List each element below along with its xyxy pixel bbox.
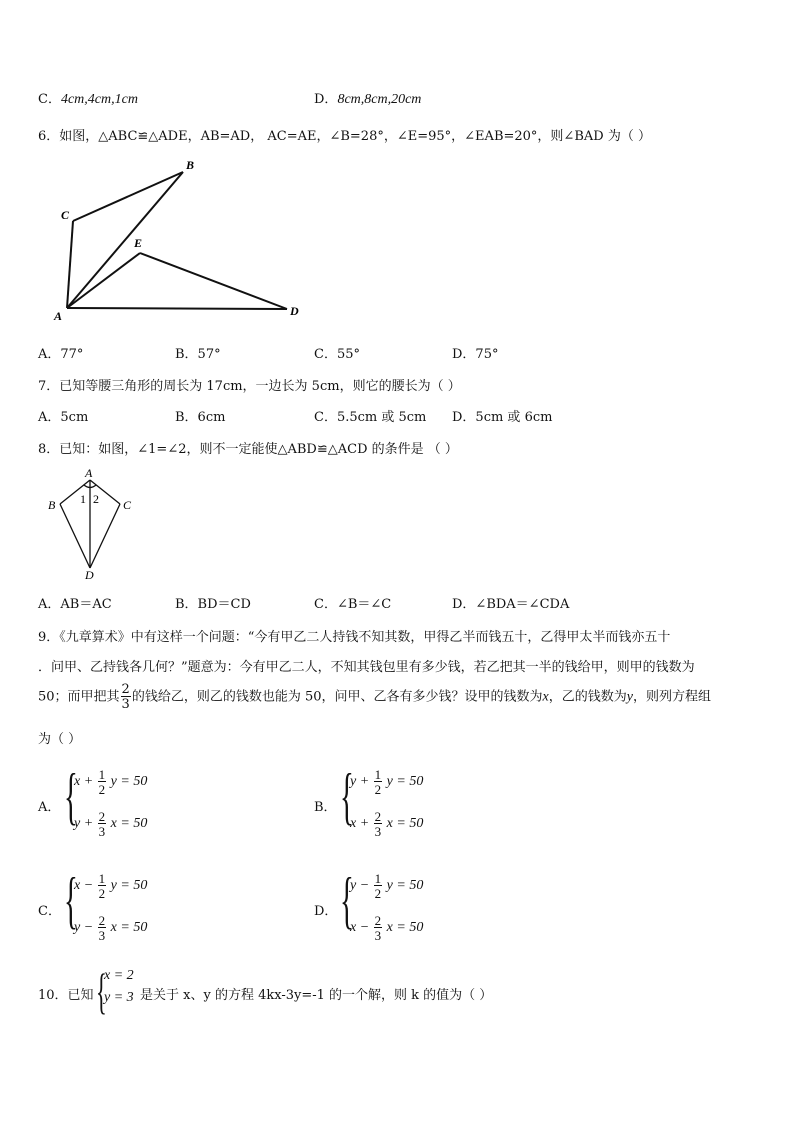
fraction-denominator: 3: [121, 697, 130, 712]
q7-option-c[interactable]: C．5.5cm 或 5cm: [314, 410, 427, 425]
brace-icon: {: [340, 864, 354, 935]
label-e: E: [134, 236, 143, 250]
fraction-two-thirds: [121, 683, 131, 711]
q9-line-3-c: ，乙的钱数为: [548, 689, 627, 705]
q9-line-3-a: 50；而甲把其: [38, 689, 120, 705]
q7-option-a[interactable]: A．5cm: [38, 410, 89, 425]
label-c: C: [123, 498, 132, 512]
var-y: y: [626, 689, 633, 705]
q10-suffix: 是关于 x、y 的方程 4kx-3y=-1 的一个解，则 k 的值为（ ）: [140, 988, 493, 1003]
option-value: 8cm,8cm,20cm: [337, 92, 422, 107]
q7-option-b[interactable]: B．6cm: [175, 410, 226, 425]
q6-option-c[interactable]: C．55°: [314, 347, 360, 362]
label-b: B: [48, 498, 56, 512]
q10-prefix: 10．已知: [38, 988, 94, 1003]
brace-icon: {: [64, 760, 78, 831]
q9-option-a-system[interactable]: [64, 760, 204, 844]
angle-2-label: 2: [93, 492, 99, 506]
label-a: A: [54, 309, 63, 323]
q6-stem: 6．如图，△ABC≌△ADE，AB=AD， AC=AE，∠B=28°，∠E=95°，∠EAB=20°，则∠BAD 为（ ）: [38, 129, 651, 144]
q9-option-c-system[interactable]: [64, 864, 204, 948]
q7-stem: 7．已知等腰三角形的周长为 17cm，一边长为 5cm，则它的腰长为（ ）: [38, 379, 461, 394]
fraction-numerator: 2: [121, 682, 130, 697]
q9-line-3-b: 的钱给乙，则乙的钱数也能为 50，问甲、乙各有多少钱？设甲的钱数为: [131, 689, 543, 705]
q9-option-d-label[interactable]: D．: [314, 904, 338, 919]
brace-icon: {: [64, 864, 78, 935]
q8-stem: 8．已知：如图，∠1=∠2，则不一定能使△ABD≌△ACD 的条件是 （ ）: [38, 442, 458, 457]
q9-line-4: 为（ ）: [38, 732, 82, 747]
q6-option-d[interactable]: D．75°: [452, 347, 499, 362]
q9-option-b-label[interactable]: B．: [314, 800, 337, 815]
equation-2: y = 3: [104, 990, 134, 1005]
option-value: 4cm,4cm,1cm: [60, 92, 138, 107]
equation-2: y + $\frac{2}{3}$ x = 50: [74, 809, 148, 839]
q6-option-b[interactable]: B．57°: [175, 347, 221, 362]
q9-line-3-d: ，则列方程组: [632, 689, 711, 705]
q8-option-a[interactable]: A．AB＝AC: [38, 597, 112, 612]
option-label: C．: [38, 92, 61, 107]
equation-1: y + $\frac{1}{2}$ y = 50: [350, 767, 424, 797]
label-a: A: [85, 466, 93, 480]
segment-cb: [73, 172, 183, 221]
q6-option-a[interactable]: A．77°: [38, 347, 84, 362]
q5-option-c[interactable]: [38, 88, 138, 108]
segment-cd: [90, 504, 120, 568]
q10-system: [96, 963, 146, 1019]
brace-icon: {: [96, 963, 107, 1019]
q8-option-c[interactable]: C．∠B＝∠C: [314, 597, 392, 612]
equation-1: x − $\frac{1}{2}$ y = 50: [74, 871, 148, 901]
q5-option-d[interactable]: [314, 88, 421, 108]
angle-1-label: 1: [80, 492, 86, 506]
label-d: D: [85, 568, 94, 582]
q9-option-b-system[interactable]: [340, 760, 480, 844]
equation-2: x − $\frac{2}{3}$ x = 50: [350, 913, 424, 943]
q8-option-d[interactable]: D．∠BDA＝∠CDA: [452, 597, 570, 612]
segment-bd: [60, 504, 90, 568]
var-x: x: [542, 689, 549, 705]
segment-ac: [67, 221, 73, 308]
equation-2: y − $\frac{2}{3}$ x = 50: [74, 913, 148, 943]
equation-1: y − $\frac{1}{2}$ y = 50: [350, 871, 424, 901]
label-c: C: [61, 208, 70, 222]
option-label: D．: [314, 92, 338, 107]
equation-1: x = 2: [104, 968, 134, 983]
segment-ed: [140, 253, 287, 309]
q6-figure: [50, 155, 310, 325]
q9-line-3: [38, 683, 711, 711]
brace-icon: {: [340, 760, 354, 831]
q8-figure: [40, 464, 150, 586]
q7-option-d[interactable]: D．5cm 或 6cm: [452, 410, 553, 425]
equation-2: x + $\frac{2}{3}$ x = 50: [350, 809, 424, 839]
segment-ad: [67, 308, 287, 309]
q9-option-a-label[interactable]: A．: [38, 800, 61, 815]
q9-option-c-label[interactable]: C．: [38, 904, 61, 919]
q9-line-2: ．问甲、乙持钱各几何？”题意为：今有甲乙二人，不知其钱包里有多少钱，若乙把其一半的钱给甲，则甲的钱数为: [38, 660, 695, 675]
label-b: B: [186, 158, 195, 172]
label-d: D: [290, 304, 299, 318]
segment-ab: [67, 172, 183, 308]
q9-line-1: 9．《九章算术》中有这样一个问题：“今有甲乙二人持钱不知其数，甲得乙半而钱五十，乙得甲太半而钱亦五十: [38, 630, 671, 645]
q8-option-b[interactable]: B．BD＝CD: [175, 597, 251, 612]
equation-1: x + $\frac{1}{2}$ y = 50: [74, 767, 148, 797]
q9-option-d-system[interactable]: [340, 864, 480, 948]
segment-ae: [67, 253, 140, 308]
